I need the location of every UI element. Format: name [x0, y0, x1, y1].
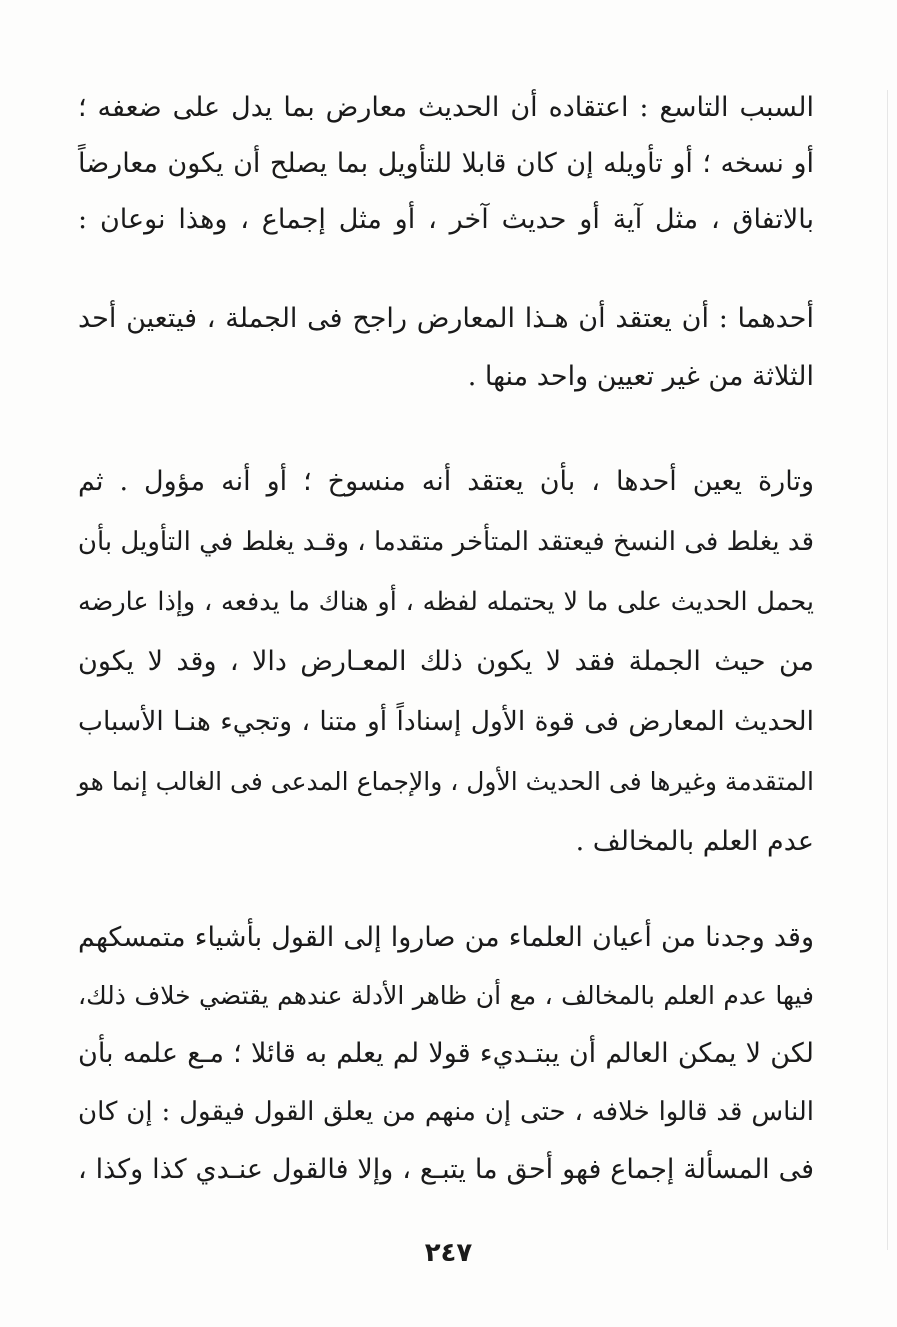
paragraph-2: [78, 290, 814, 406]
text-line: وقد وجدنا من أعيان العلماء من صاروا إلى القول بأشياء متمسكهم: [78, 922, 814, 953]
text-line: السبب التاسع : اعتقاده أن الحديث معارض بما يدل على ضعفه ؛: [78, 92, 814, 123]
text-line: وتارة يعين أحدها ، بأن يعتقد أنه منسوخ ؛ أو أنه مؤول . ثم: [78, 466, 814, 497]
text-line: الثلاثة من غير تعيين واحد منها .: [467, 361, 814, 392]
page-number: ٢٤٧: [424, 1238, 473, 1268]
text-line: عدم العلم بالمخالف .: [575, 826, 814, 857]
paragraph-3: [78, 452, 814, 872]
text-line: أحدهما : أن يعتقد أن هـذا المعارض راجح فى الجملة ، فيتعين أحد: [78, 303, 814, 334]
text-line: من حيث الجملة فقد لا يكون ذلك المعـارض دالا ، وقد لا يكون: [78, 646, 814, 677]
text-line: الحديث المعارض فى قوة الأول إسناداً أو متنا ، وتجيء هنـا الأسباب: [78, 706, 814, 737]
text-line: فى المسألة إجماع فهو أحق ما يتبـع ، وإلا فالقول عنـدي كذا وكذا ،: [78, 1154, 814, 1185]
page-edge-shadow: [887, 90, 888, 1250]
text-line: قد يغلط فى النسخ فيعتقد المتأخر متقدما ، وقـد يغلط في التأويل بأن: [77, 527, 814, 557]
text-line: لكن لا يمكن العالم أن يبتـديء قولا لم يعلم به قائلا ؛ مـع علمه بأن: [78, 1038, 814, 1069]
text-line: فيها عدم العلم بالمخالف ، مع أن ظاهر الأدلة عندهم يقتضي خلاف ذلك،: [78, 981, 814, 1010]
text-line: المتقدمة وغيرها فى الحديث الأول ، والإجماع المدعى فى الغالب إنما هو: [77, 767, 814, 796]
paragraph-4: [78, 909, 814, 1199]
paragraph-1: [78, 80, 814, 248]
text-line: الناس قد قالوا خلافه ، حتى إن منهم من يعلق القول فيقول : إن كان: [78, 1097, 814, 1127]
text-line: بالاتفاق ، مثل آية أو حديث آخر ، أو مثل إجماع ، وهذا نوعان :: [78, 204, 814, 235]
text-line: يحمل الحديث على ما لا يحتمله لفظه ، أو هناك ما يدفعه ، وإذا عارضه: [78, 587, 814, 617]
text-line: أو نسخه ؛ أو تأويله إن كان قابلا للتأويل بما يصلح أن يكون معارضاً: [78, 148, 814, 179]
